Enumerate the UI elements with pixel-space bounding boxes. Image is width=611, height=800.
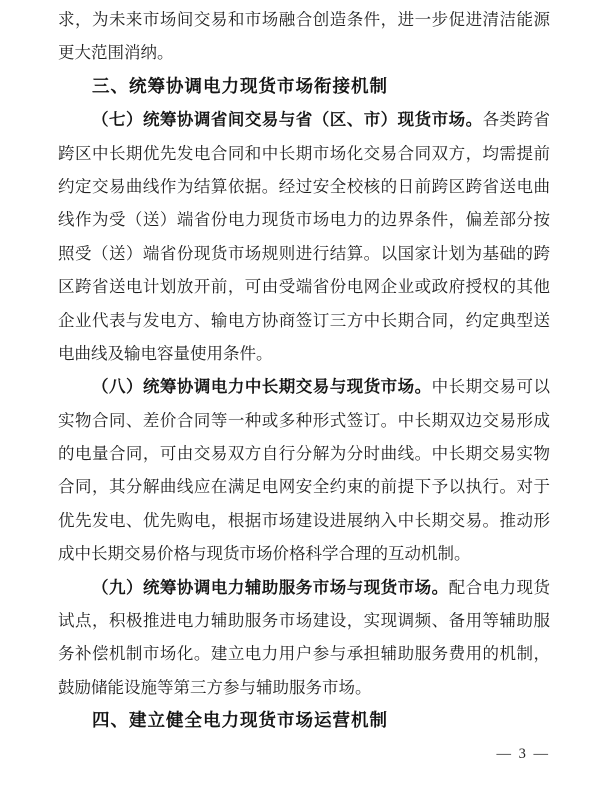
body-line: 试点，积极推进电力辅助服务市场建设，实现调频、备用等辅助服 — [58, 611, 550, 631]
text-block — [58, 3, 550, 771]
paragraph-lead-text: （九）统筹协调电力辅助服务市场与现货市场。 — [92, 577, 449, 597]
body-line: 区跨省送电计划放开前，可由受端省份电网企业或政府授权的其他 — [58, 277, 550, 297]
paragraph-first-line — [58, 571, 550, 604]
paragraph-first-line — [58, 103, 550, 136]
body-line: 照受（送）端省份现货市场规则进行结算。以国家计划为基础的跨 — [58, 243, 550, 263]
body-line: 企业代表与发电方、输电方协商签订三方中长期合同，约定典型送 — [58, 310, 550, 330]
body-line: 跨区中长期优先发电合同和中长期市场化交易合同双方，均需提前 — [58, 143, 550, 163]
section-heading-four: 四、建立健全电力现货市场运营机制 — [92, 710, 388, 731]
body-line: 线作为受（送）端省份电力现货市场电力的边界条件，偏差部分按 — [58, 210, 550, 230]
body-line: 实物合同、差价合同等一种或多种形式签订。中长期双边交易形成 — [58, 410, 550, 430]
paragraph-last-line: 鼓励储能设施等第三方参与辅助服务市场。 — [58, 677, 372, 697]
body-line: 务补偿机制市场化。建立电力用户参与承担辅助服务费用的机制， — [58, 644, 550, 664]
page-number: — 3 — — [496, 745, 550, 762]
paragraph-lead-text: （七）统筹协调省间交易与省（区、市）现货市场。 — [92, 110, 483, 130]
paragraph-last-line: 成中长期交易价格与现货市场价格科学合理的互动机制。 — [58, 544, 471, 564]
body-line: 的电量合同，可由交易双方自行分解为分时曲线。中长期交易实物 — [58, 444, 550, 464]
body-line: 合同，其分解曲线应在满足电网安全约束的前提下予以执行。对于 — [58, 477, 550, 497]
body-line: 求，为未来市场间交易和市场融合创造条件，进一步促进清洁能源 — [58, 10, 550, 29]
body-line: 优先发电、优先购电，根据市场建设进展纳入中长期交易。推动形 — [58, 510, 550, 530]
section-heading-three: 三、统筹协调电力现货市场衔接机制 — [92, 75, 388, 96]
paragraph-last-line: 更大范围消纳。 — [58, 43, 174, 63]
paragraph-text: 各类跨省 — [482, 110, 550, 130]
paragraph-last-line: 电曲线及输电容量使用条件。 — [58, 343, 273, 363]
paragraph-text: 中长期交易可以 — [431, 377, 550, 397]
paragraph-lead-text: （八）统筹协调电力中长期交易与现货市场。 — [92, 377, 432, 397]
paragraph-text: 配合电力现货 — [448, 577, 550, 597]
paragraph-first-line — [58, 370, 550, 403]
body-line: 约定交易曲线作为结算依据。经过安全校核的日前跨区跨省送电曲 — [58, 176, 550, 196]
